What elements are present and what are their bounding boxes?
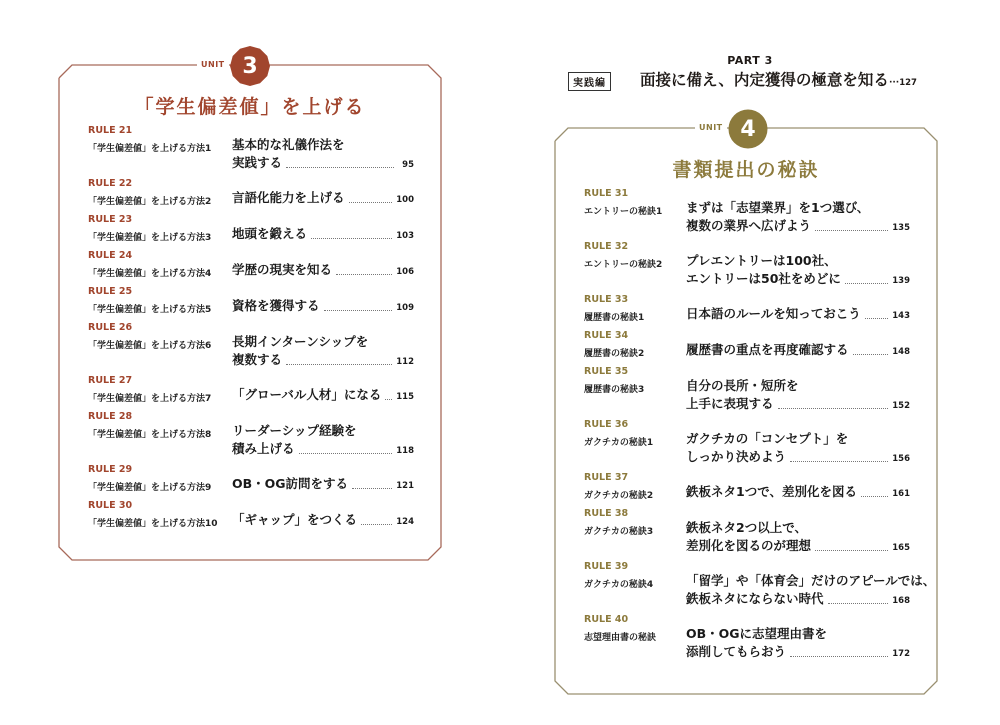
rule-number: RULE 24 xyxy=(88,250,133,261)
rule-subtitle: 「学生偏差値」を上げる方法2 xyxy=(88,197,212,207)
page-number: 103 xyxy=(396,231,414,241)
page-number: 106 xyxy=(396,267,414,277)
rule-title xyxy=(686,519,910,557)
rule-number: RULE 22 xyxy=(88,178,133,189)
rule-title xyxy=(232,386,414,406)
rule-title xyxy=(686,430,910,468)
leader-dots xyxy=(853,354,889,355)
rule-title-line: ガクチカの「コンセプト」を xyxy=(686,431,849,446)
rule-title xyxy=(686,377,910,415)
rule-title xyxy=(232,422,414,460)
unit-3-title: 「学生偏差値」を上げる xyxy=(134,96,366,118)
rule-title-line: OB・OG訪問をする xyxy=(232,476,349,491)
unit-4-title: 書類提出の秘訣 xyxy=(672,159,820,181)
rule-title-line: 上手に表現する xyxy=(686,396,774,411)
rule-title-line: 積み上げる xyxy=(232,441,295,456)
unit-4-number: 4 xyxy=(740,116,756,142)
rule-title-line: エントリーは50社をめどに xyxy=(686,271,841,286)
rule-title-line: 言語化能力を上げる xyxy=(232,190,345,205)
leader-dots xyxy=(349,202,393,203)
leader-dots xyxy=(828,603,889,604)
rule-number: RULE 26 xyxy=(88,322,133,333)
rule-number: RULE 27 xyxy=(88,375,133,386)
rule-subtitle: エントリーの秘訣1 xyxy=(584,207,663,217)
page-number: 121 xyxy=(396,481,414,491)
page-number: 148 xyxy=(892,347,910,357)
unit-4-badge xyxy=(728,109,768,149)
leader-dots xyxy=(324,310,393,311)
page-number: 168 xyxy=(892,596,910,606)
part-dots: ··· xyxy=(888,78,900,88)
rule-title-line: 自分の長所・短所を xyxy=(686,378,799,393)
part-tag: 実践編 xyxy=(568,72,611,91)
rule-number: RULE 29 xyxy=(88,464,133,475)
rule-title xyxy=(232,225,414,245)
rule-title-line: 鉄板ネタにならない時代 xyxy=(686,591,824,606)
rule-number: RULE 31 xyxy=(584,188,629,199)
rule-title-line: 基本的な礼儀作法を xyxy=(232,137,345,152)
page-number: 165 xyxy=(892,543,910,553)
leader-dots xyxy=(336,274,392,275)
unit-3-number: 3 xyxy=(242,53,258,79)
rule-number: RULE 21 xyxy=(88,125,133,136)
rule-number: RULE 37 xyxy=(584,472,629,483)
rule-number: RULE 39 xyxy=(584,561,629,572)
rule-title-line: リーダーシップ経験を xyxy=(232,423,357,438)
rule-title-line: 鉄板ネタ1つで、差別化を図る xyxy=(686,484,857,499)
rule-number: RULE 25 xyxy=(88,286,133,297)
leader-dots xyxy=(311,238,392,239)
rule-title xyxy=(232,297,414,317)
leader-dots xyxy=(865,318,888,319)
leader-dots xyxy=(790,461,888,462)
rule-subtitle: 履歴書の秘訣1 xyxy=(584,313,645,323)
rule-subtitle: 志望理由書の秘訣 xyxy=(584,633,657,643)
rule-title-line: 地頭を鍛える xyxy=(232,226,308,241)
rule-number: RULE 23 xyxy=(88,214,133,225)
rule-number: RULE 32 xyxy=(584,241,629,252)
rule-subtitle: 履歴書の秘訣2 xyxy=(584,349,645,359)
page-number: 135 xyxy=(892,223,910,233)
rule-subtitle: 「学生偏差値」を上げる方法6 xyxy=(88,341,212,351)
page-number: 139 xyxy=(892,276,910,286)
rule-subtitle: エントリーの秘訣2 xyxy=(584,260,663,270)
rule-title xyxy=(686,483,910,503)
rule-subtitle: 「学生偏差値」を上げる方法3 xyxy=(88,233,212,243)
rule-title-line: プレエントリーは100社、 xyxy=(686,253,837,268)
part-page: 127 xyxy=(899,78,917,88)
rule-subtitle: ガクチカの秘訣2 xyxy=(584,491,654,501)
rule-number: RULE 34 xyxy=(584,330,629,341)
rule-title-line: 添削してもらおう xyxy=(686,644,787,659)
rule-subtitle: 「学生偏差値」を上げる方法5 xyxy=(88,305,212,315)
page-number: 152 xyxy=(892,401,910,411)
page-number: 118 xyxy=(396,446,414,456)
rule-title-line: 「ギャップ」をつくる xyxy=(232,512,358,527)
rule-title xyxy=(686,252,910,290)
rule-subtitle: 「学生偏差値」を上げる方法7 xyxy=(88,394,212,404)
rule-title xyxy=(686,572,936,610)
leader-dots xyxy=(385,399,392,400)
rule-subtitle: ガクチカの秘訣1 xyxy=(584,438,654,448)
leader-dots xyxy=(861,496,888,497)
rule-title xyxy=(686,305,910,325)
part-title-link[interactable] xyxy=(640,68,917,90)
rule-title xyxy=(232,475,414,495)
leader-dots xyxy=(778,408,889,409)
rule-title-line: 複数の業界へ広げよう xyxy=(686,218,812,233)
rule-title xyxy=(232,189,414,209)
rule-title-line: 鉄板ネタ2つ以上で、 xyxy=(686,520,807,535)
rule-subtitle: 「学生偏差値」を上げる方法9 xyxy=(88,483,212,493)
unit-4-label: UNIT xyxy=(695,123,727,132)
rule-title xyxy=(232,261,414,281)
page-number: 172 xyxy=(892,649,910,659)
rule-number: RULE 36 xyxy=(584,419,629,430)
leader-dots xyxy=(790,656,888,657)
unit-3-badge xyxy=(230,46,270,86)
page-number: 112 xyxy=(396,357,414,367)
leader-dots xyxy=(352,488,392,489)
unit-4-box xyxy=(555,116,937,694)
leader-dots xyxy=(286,167,394,168)
rule-title xyxy=(686,625,910,663)
rule-subtitle: 「学生偏差値」を上げる方法4 xyxy=(88,269,212,279)
rule-subtitle: ガクチカの秘訣4 xyxy=(584,580,654,590)
rule-subtitle: ガクチカの秘訣3 xyxy=(584,527,654,537)
rule-title xyxy=(232,511,414,531)
leader-dots xyxy=(361,524,392,525)
rule-title-line: まずは「志望業界」を1つ選び、 xyxy=(686,200,870,215)
rule-title-line: 資格を獲得する xyxy=(232,298,320,313)
leader-dots xyxy=(815,230,888,231)
leader-dots xyxy=(845,283,888,284)
rule-title-line: OB・OGに志望理由書を xyxy=(686,626,828,641)
rule-title xyxy=(686,341,910,361)
rule-title-line: 履歴書の重点を再度確認する xyxy=(686,342,849,357)
rule-title-line: 差別化を図るのが理想 xyxy=(686,538,812,553)
unit-3-box xyxy=(59,53,441,560)
page-number: 109 xyxy=(396,303,414,313)
unit-3-label: UNIT xyxy=(197,60,229,69)
rule-title-line: 長期インターンシップを xyxy=(232,334,369,349)
leader-dots xyxy=(286,364,392,365)
rule-title xyxy=(232,136,414,174)
rule-number: RULE 38 xyxy=(584,508,629,519)
rule-title-line: 日本語のルールを知っておこう xyxy=(686,306,861,321)
page-number: 161 xyxy=(892,489,910,499)
rule-number: RULE 30 xyxy=(88,500,133,511)
rule-subtitle: 「学生偏差値」を上げる方法8 xyxy=(88,430,212,440)
rule-title-line: 「留学」や「体育会」だけのアピールでは、 xyxy=(686,573,936,588)
rule-title-line: しっかり決めよう xyxy=(686,449,787,464)
page-number: 115 xyxy=(396,392,414,402)
rule-subtitle: 「学生偏差値」を上げる方法1 xyxy=(88,144,212,154)
rule-number: RULE 33 xyxy=(584,294,629,305)
page-number: 124 xyxy=(396,517,414,527)
rule-number: RULE 28 xyxy=(88,411,133,422)
rule-title-line: 学歴の現実を知る xyxy=(232,262,333,277)
page-number: 95 xyxy=(402,160,414,170)
page-number: 100 xyxy=(396,195,414,205)
rule-title-line: 実践する xyxy=(232,155,283,170)
rule-title-line: 複数する xyxy=(232,352,283,367)
part-label: PART 3 xyxy=(727,54,773,67)
rule-subtitle: 「学生偏差値」を上げる方法10 xyxy=(88,519,218,529)
leader-dots xyxy=(299,453,393,454)
page-number: 156 xyxy=(892,454,910,464)
part-title: 面接に備え、内定獲得の極意を知る xyxy=(640,71,889,89)
page-number: 143 xyxy=(892,311,910,321)
rule-number: RULE 35 xyxy=(584,366,629,377)
rule-title-line: 「グローバル人材」になる xyxy=(232,387,382,402)
leader-dots xyxy=(815,550,888,551)
rule-title xyxy=(686,199,910,237)
rule-number: RULE 40 xyxy=(584,614,629,625)
rule-subtitle: 履歴書の秘訣3 xyxy=(584,385,645,395)
rule-title xyxy=(232,333,414,371)
